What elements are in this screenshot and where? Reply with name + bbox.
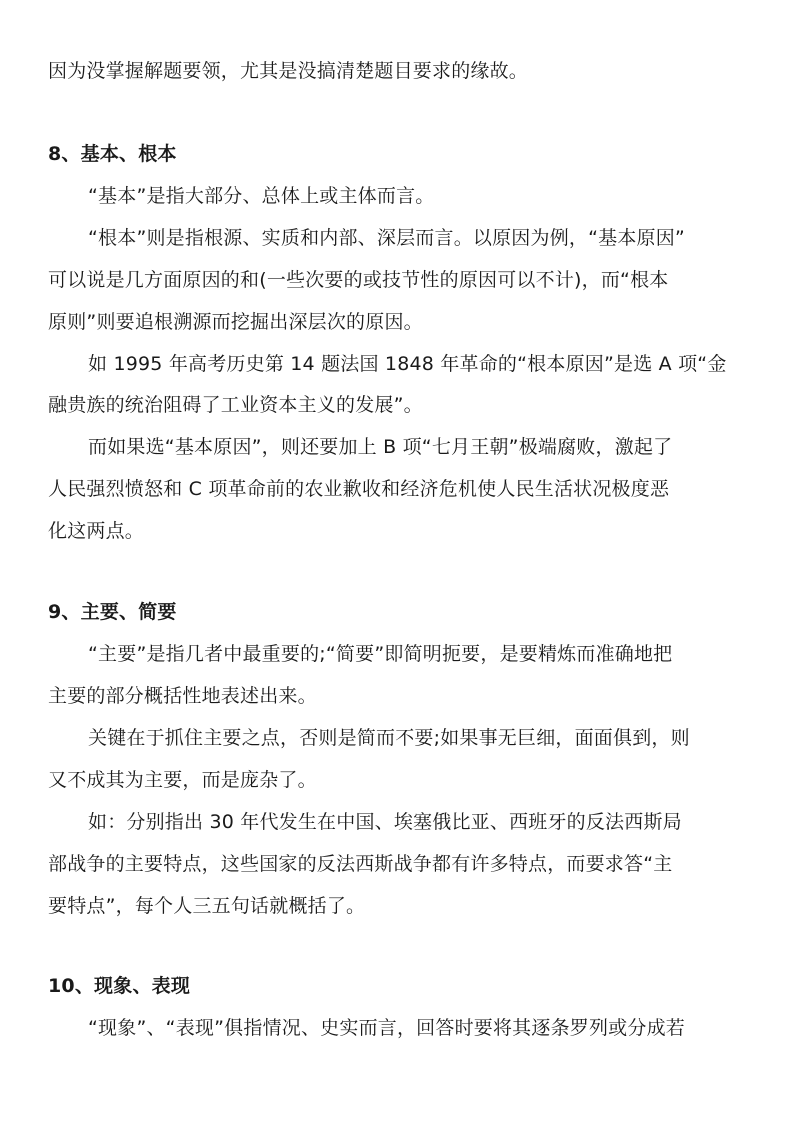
paragraph-line: 如 1995 年高考历史第 14 题法国 1848 年革命的“根本原因”是选 A 项“金: [88, 353, 727, 375]
paragraph-line: 如：分别指出 30 年代发生在中国、埃塞俄比亚、西班牙的反法西斯局: [88, 811, 682, 833]
paragraph-line: 又不成其为主要，而是庞杂了。: [48, 769, 317, 791]
paragraph-line: 而如果选“基本原因”，则还要加上 B 项“七月王朝”极端腐败，激起了: [88, 436, 673, 458]
section-heading-10: 10、现象、表现: [48, 975, 191, 997]
paragraph-line: 人民强烈愤怒和 C 项革命前的农业歉收和经济危机使人民生活状况极度恶: [48, 478, 670, 500]
paragraph-line: 原则”则要追根溯源而挖掘出深层次的原因。: [48, 311, 423, 333]
paragraph-line: 关键在于抓住主要之点，否则是简而不要;如果事无巨细，面面俱到，则: [88, 727, 690, 749]
paragraph-line: “主要”是指几者中最重要的;“简要”即简明扼要，是要精炼而准确地把: [88, 643, 673, 665]
paragraph-line: 化这两点。: [48, 520, 145, 542]
paragraph-line: “根本”则是指根源、实质和内部、深层而言。以原因为例，“基本原因”: [88, 227, 685, 249]
paragraph-line: 部战争的主要特点，这些国家的反法西斯战争都有许多特点，而要求答“主: [48, 853, 673, 875]
paragraph-line: 主要的部分概括性地表述出来。: [48, 685, 317, 707]
section-heading-8: 8、基本、根本: [48, 143, 177, 165]
section-heading-9: 9、主要、简要: [48, 601, 177, 623]
paragraph-line: “现象”、“表现”俱指情况、史实而言，回答时要将其逐条罗列或分成若: [88, 1017, 685, 1039]
paragraph-line: 可以说是几方面原因的和(一些次要的或技节性的原因可以不计)，而“根本: [48, 269, 669, 291]
paragraph-line: 因为没掌握解题要领，尤其是没搞清楚题目要求的缘故。: [48, 60, 529, 82]
paragraph-line: 融贵族的统治阻碍了工业资本主义的发展”。: [48, 394, 423, 416]
paragraph-line: “基本”是指大部分、总体上或主体而言。: [88, 185, 435, 207]
paragraph-line: 要特点”，每个人三五句话就概括了。: [48, 895, 366, 917]
